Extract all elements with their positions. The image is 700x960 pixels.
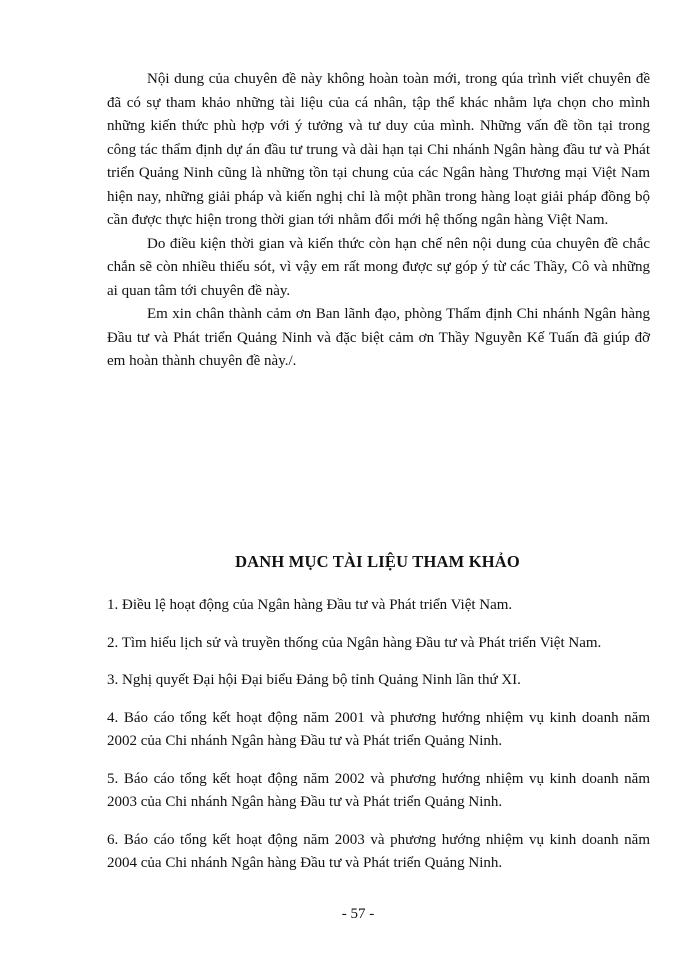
body-paragraph-2: Do điều kiện thời gian và kiến thức còn hạn chế nên nội dung của chuyên đề chắc chắn sẽ còn nhiều thiếu sót, vì vậy em rất mong được sự góp ý từ các Thầy, Cô và những ai quan tâm tới chuyên đề này. xyxy=(107,235,650,299)
reference-item-5: 5. Báo cáo tổng kết hoạt động năm 2002 và phương hướng nhiệm vụ kinh doanh năm 2003 của Chi nhánh Ngân hàng Đầu tư và Phát triển Quảng Ninh. xyxy=(107,770,650,810)
references-title: DANH MỤC TÀI LIỆU THAM KHẢO xyxy=(235,552,520,571)
reference-item-4: 4. Báo cáo tổng kết hoạt động năm 2001 và phương hướng nhiệm vụ kinh doanh năm 2002 của Chi nhánh Ngân hàng Đầu tư và Phát triển Quảng Ninh. xyxy=(107,709,650,749)
reference-item-2: 2. Tìm hiểu lịch sử và truyền thống của Ngân hàng Đầu tư và Phát triển Việt Nam. xyxy=(107,634,602,651)
reference-item-1: 1. Điều lệ hoạt động của Ngân hàng Đầu tư và Phát triển Việt Nam. xyxy=(107,597,513,613)
reference-item-6: 6. Báo cáo tổng kết hoạt động năm 2003 và phương hướng nhiệm vụ kinh doanh năm 2004 của Chi nhánh Ngân hàng Đầu tư và Phát triển Quảng Ninh. xyxy=(107,831,650,871)
body-paragraph-1: Nội dung của chuyên đề này không hoàn toàn mới, trong qúa trình viết chuyên đề đã có sự tham khảo những tài liệu của cá nhân, tập thể khác nhằm lựa chọn cho mình những kiến thức phù hợp với ý tưởng và tư duy của mình. Những vấn đề tồn tại trong công tác thẩm định dự án đầu tư trung và dài hạn tại Chi nhánh Ngân hàng đầu tư và Phát triển Quảng Ninh cũng là những tồn tại chung của các Ngân hàng Thương mại Việt Nam hiện nay, những giải pháp và kiến nghị chỉ là một phần trong hàng loạt giải pháp đồng bộ cần được thực hiện trong thời gian tới nhằm đổi mới hệ thống ngân hàng Việt Nam. xyxy=(107,71,650,228)
body-paragraph-3: Em xin chân thành cảm ơn Ban lãnh đạo, phòng Thẩm định Chi nhánh Ngân hàng Đầu tư và Phát triển Quảng Ninh và đặc biệt cảm ơn Thầy Nguyễn Kế Tuấn đã giúp đỡ em hoàn thành chuyên đề này./. xyxy=(107,306,650,369)
body-text xyxy=(107,68,650,374)
page-number: - 57 - xyxy=(341,906,375,922)
references-list xyxy=(107,594,650,890)
reference-item-3: 3. Nghị quyết Đại hội Đại biểu Đảng bộ tỉnh Quảng Ninh lần thứ XI. xyxy=(107,672,521,688)
